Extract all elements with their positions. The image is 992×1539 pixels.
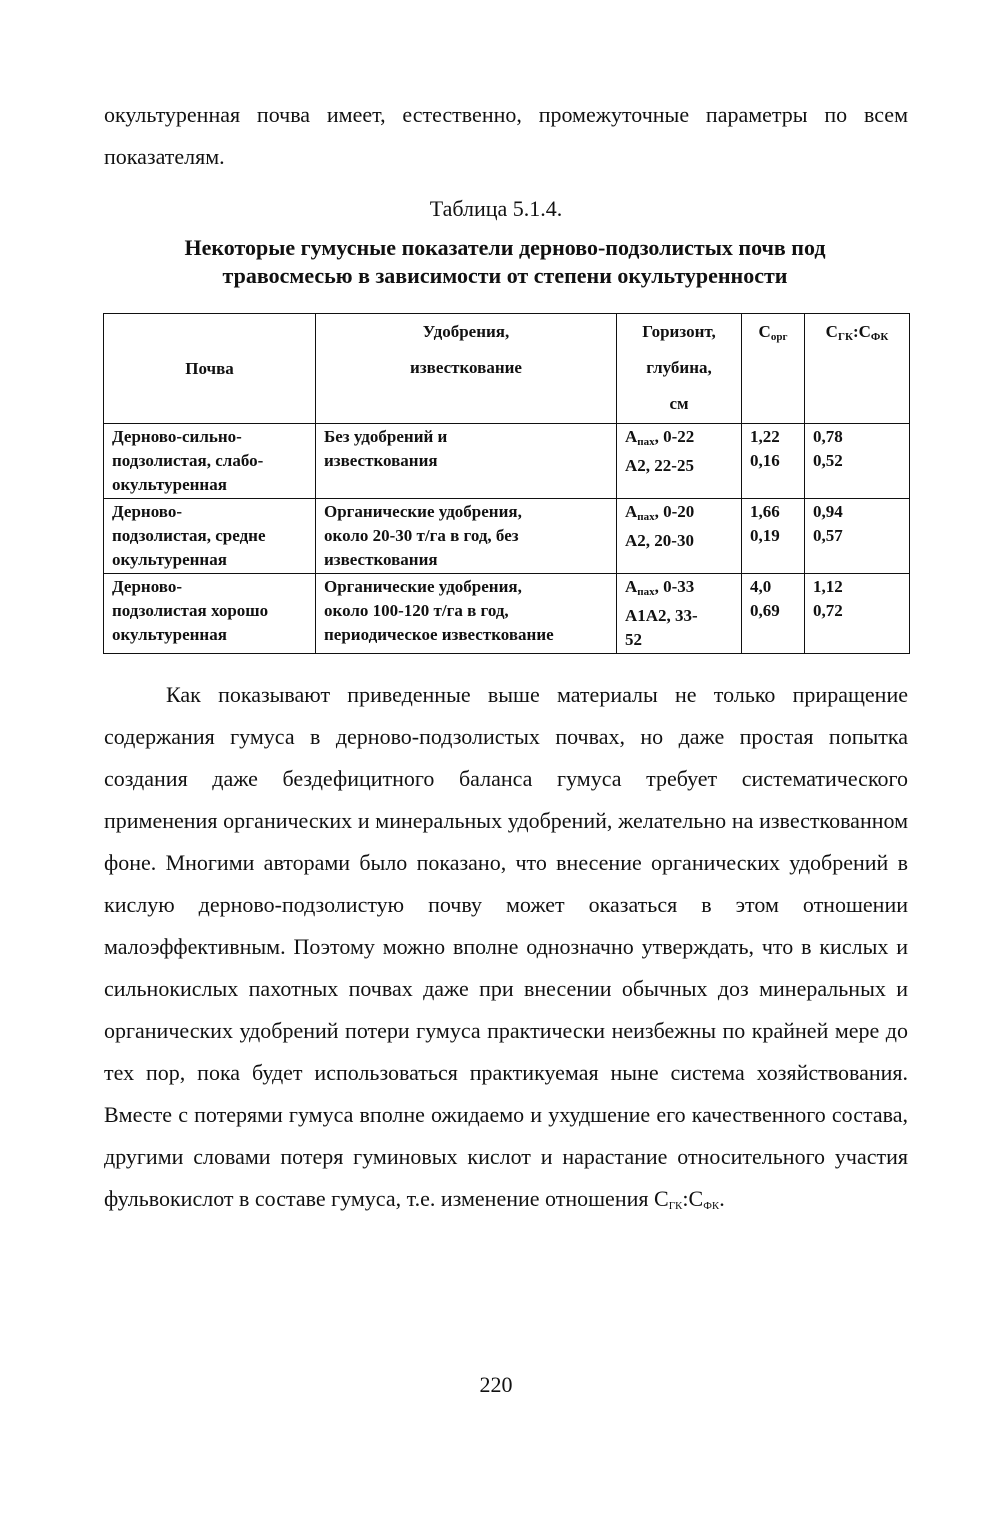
- header-fertilizer: Удобрения, известкование: [316, 314, 617, 424]
- table-label: Таблица 5.1.4.: [429, 196, 563, 221]
- cell-ratio: 0,78 0,52: [805, 424, 910, 499]
- cell-fertilizer: Органические удобрения, около 100-120 т/га в год, периодическое известкование: [316, 574, 617, 654]
- cell-corg: 4,0 0,69: [742, 574, 805, 654]
- cell-horizon: $A_{пах}$, 0-33 A1A2, 33- 52: [617, 574, 742, 654]
- table-row: [104, 424, 910, 499]
- body-paragraph: Как показывают приведенные выше материалы не только приращение содержания гумуса в дерново-подзолистых почвах, но даже простая попытка создания даже бездефицитного баланса гумуса требует систематического применения органических и минеральных удобрений, желательно на известкованном фоне. Многими авторами было показано, что внесение органических удобрений в кислую дерново-подзолистую почву может оказаться в этом отношении малоэффективным. Поэтому можно вполне однозначно утверждать, что в кислых и сильнокислых пахотных почвах даже при внесении обычных доз минеральных и органических удобрений потери гумуса практически неизбежны по крайней мере до тех пор, пока будет использоваться практикуемая ныне система хозяйствования. Вместе с потерями гумуса вполне ожидаемо и ухудшение его качественного состава, другими словами потеря гуминовых кислот и нарастание относительного участия фульвокислот в составе гумуса, т.е. изменение отношения $C_{ГК}:C_{ФК}$.: [104, 682, 908, 1212]
- header-horizon: Горизонт, глубина, см: [617, 314, 742, 424]
- cell-ratio: 0,94 0,57: [805, 499, 910, 574]
- header-soil: Почва: [104, 314, 316, 424]
- cell-fertilizer: Без удобрений и известкования: [316, 424, 617, 499]
- cell-horizon: $A_{пах}$, 0-20 A2, 20-30: [617, 499, 742, 574]
- cell-corg: 1,22 0,16: [742, 424, 805, 499]
- intro-paragraph: окультуренная почва имеет, естественно, промежуточные параметры по всем показателям.: [104, 102, 908, 169]
- table-row: [104, 499, 910, 574]
- cell-soil: Дерново-сильно- подзолистая, слабо- окультуренная: [104, 424, 316, 499]
- table-row: [104, 574, 910, 654]
- table-title-line-2: травосмесью в зависимости от степени окультуренности: [222, 263, 788, 288]
- body-ratio: $C_{ГК}:C_{ФК}$: [654, 1186, 720, 1212]
- data-table: [103, 313, 910, 654]
- body-text-main: Как показывают приведенные выше материалы не только приращение содержания гумуса в дерново-подзолистых почвах, но даже простая попытка создания даже бездефицитного баланса гумуса требует систематического применения органических и минеральных удобрений, желательно на известкованном фоне. Многими авторами было показано, что внесение органических удобрений в кислую дерново-подзолистую почву может оказаться в этом отношении малоэффективным. Поэтому можно вполне однозначно утверждать, что в кислых и сильнокислых пахотных почвах даже при внесении обычных доз минеральных и органических удобрений потери гумуса практически неизбежны по крайней мере до тех пор, пока будет использоваться практикуемая ныне система хозяйствования. Вместе с потерями гумуса вполне ожидаемо и ухудшение его качественного состава, другими словами потеря гуминовых кислот и нарастание относительного участия фульвокислот в составе гумуса, т.е. изменение отношения: [104, 682, 908, 1211]
- table-title-line-1: Некоторые гумусные показатели дерново-подзолистых почв под: [184, 235, 826, 260]
- cell-soil: Дерново- подзолистая, средне окультуренная: [104, 499, 316, 574]
- cell-ratio: 1,12 0,72: [805, 574, 910, 654]
- cell-corg: 1,66 0,19: [742, 499, 805, 574]
- table-header-row: [104, 314, 910, 424]
- page-number: 220: [479, 1372, 513, 1397]
- header-corg: $C_{орг}$: [742, 314, 805, 424]
- table-title: [130, 234, 880, 290]
- header-ratio: $C_{ГК}:C_{ФК}$: [805, 314, 910, 424]
- cell-fertilizer: Органические удобрения, около 20-30 т/га в год, без известкования: [316, 499, 617, 574]
- cell-soil: Дерново- подзолистая хорошо окультуренная: [104, 574, 316, 654]
- cell-horizon: $A_{пах}$, 0-22 A2, 22-25: [617, 424, 742, 499]
